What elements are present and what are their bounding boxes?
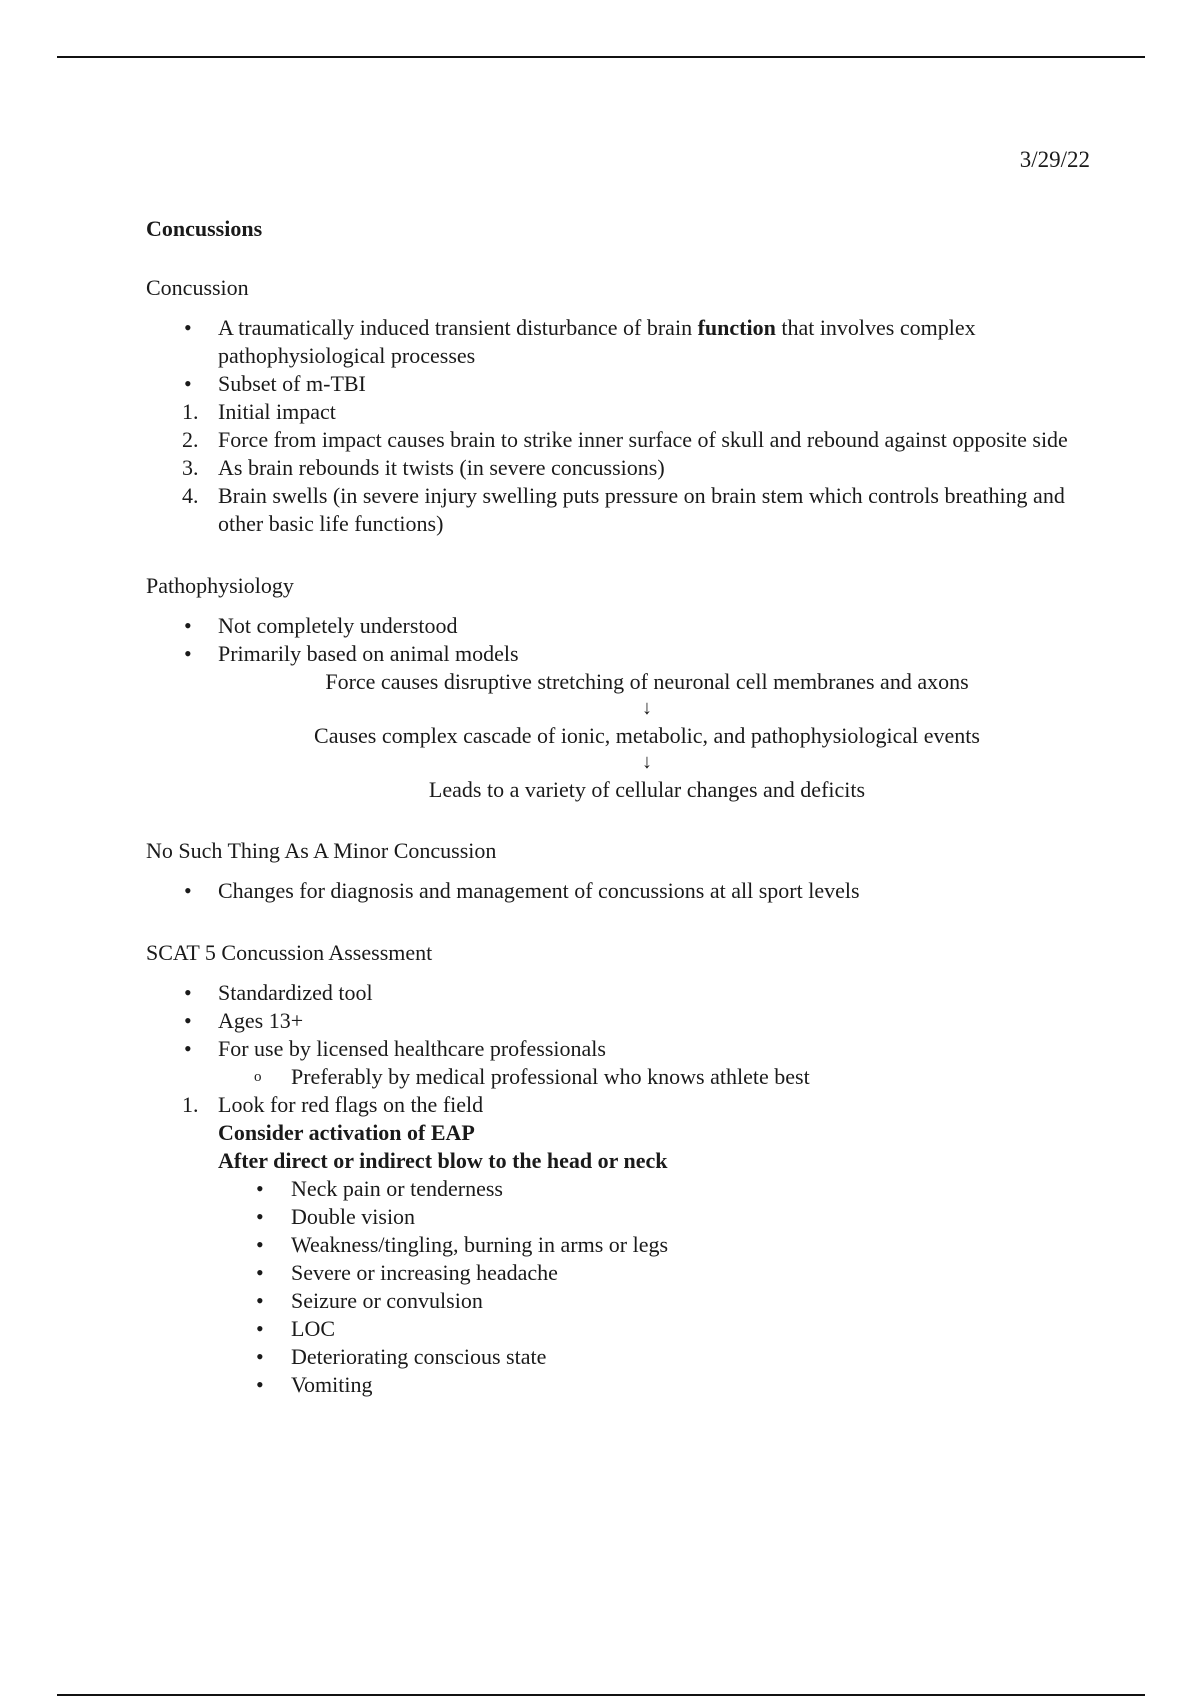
minor-concussion-bullet-list — [146, 877, 1076, 905]
list-item: • Ages 13+ — [146, 1007, 1076, 1035]
list-item: • Standardized tool — [146, 979, 1076, 1007]
list-item: • Double vision — [146, 1203, 1076, 1231]
flow-step: Leads to a variety of cellular changes and deficits — [428, 777, 866, 802]
top-rule — [57, 56, 1145, 58]
bold-note: Consider activation of EAP — [218, 1120, 475, 1145]
item-number: 4. — [182, 483, 199, 508]
item-text: Force from impact causes brain to strike inner surface of skull and rebound against opposite side — [218, 427, 1068, 452]
date-label: 3/29/22 — [1019, 147, 1090, 172]
list-item: • LOC — [146, 1315, 1076, 1343]
list-item: • Vomiting — [146, 1371, 1076, 1399]
numbered-item — [146, 426, 1076, 454]
list-item: • Primarily based on animal models — [146, 640, 1076, 668]
item-text: Look for red flags on the field — [218, 1092, 484, 1117]
flow-step: Causes complex cascade of ionic, metabolic, and pathophysiological events — [314, 723, 980, 748]
document-body — [146, 215, 1076, 1399]
item-number: 2. — [182, 427, 199, 452]
list-item-text: that involves complex pathophysiological processes — [218, 315, 976, 368]
page-title: Concussions — [146, 216, 263, 241]
spacer — [146, 905, 1076, 939]
scat5-steps-list — [146, 1091, 1076, 1119]
flow-step: Force causes disruptive stretching of neuronal cell membranes and axons — [325, 669, 969, 694]
item-text: Initial impact — [218, 399, 336, 424]
list-item: • For use by licensed healthcare professionals — [146, 1035, 1076, 1063]
list-item: • Neck pain or tenderness — [146, 1175, 1076, 1203]
bottom-rule — [57, 1694, 1145, 1696]
scat5-bullet-list — [146, 979, 1076, 1091]
item-text: As brain rebounds it twists (in severe concussions) — [218, 455, 665, 480]
list-item: • Deteriorating conscious state — [146, 1343, 1076, 1371]
numbered-item — [146, 1091, 1076, 1119]
numbered-item — [146, 482, 1076, 538]
spacer — [146, 803, 1076, 837]
section-heading-pathophysiology: Pathophysiology — [146, 573, 294, 598]
numbered-item — [146, 454, 1076, 482]
sub-list-item: o Preferably by medical professional who knows athlete best — [146, 1063, 1076, 1091]
list-item: • Weakness/tingling, burning in arms or legs — [146, 1231, 1076, 1259]
item-number: 3. — [182, 455, 199, 480]
list-item: • Seizure or convulsion — [146, 1287, 1076, 1315]
section-heading-concussion: Concussion — [146, 275, 249, 300]
item-number: 1. — [182, 1092, 199, 1117]
item-number: 1. — [182, 399, 199, 424]
list-item-text: A traumatically induced transient disturbance of brain — [218, 315, 698, 340]
pathophysiology-flow — [146, 668, 1076, 803]
numbered-item — [146, 398, 1076, 426]
list-item: • Changes for diagnosis and management of concussions at all sport levels — [146, 877, 1076, 905]
list-item: • Severe or increasing headache — [146, 1259, 1076, 1287]
concussion-steps-list — [146, 398, 1076, 538]
list-item: • Not completely understood — [146, 612, 1076, 640]
list-item: • Subset of m-TBI — [146, 370, 1076, 398]
section-heading-scat5: SCAT 5 Concussion Assessment — [146, 940, 433, 965]
red-flags-list — [146, 1175, 1076, 1399]
bold-note: After direct or indirect blow to the head or neck — [218, 1148, 668, 1173]
down-arrow-icon: ↓ — [642, 751, 652, 773]
pathophysiology-bullet-list — [146, 612, 1076, 668]
item-text: Brain swells (in severe injury swelling puts pressure on brain stem which controls breathing and other basic life functions) — [218, 483, 1065, 536]
concussion-bullet-list — [146, 314, 1076, 398]
list-item-bold-text: function — [697, 315, 776, 340]
section-heading-minor-concussion: No Such Thing As A Minor Concussion — [146, 838, 497, 863]
list-item — [146, 314, 1076, 370]
spacer — [146, 538, 1076, 572]
down-arrow-icon: ↓ — [642, 697, 652, 719]
